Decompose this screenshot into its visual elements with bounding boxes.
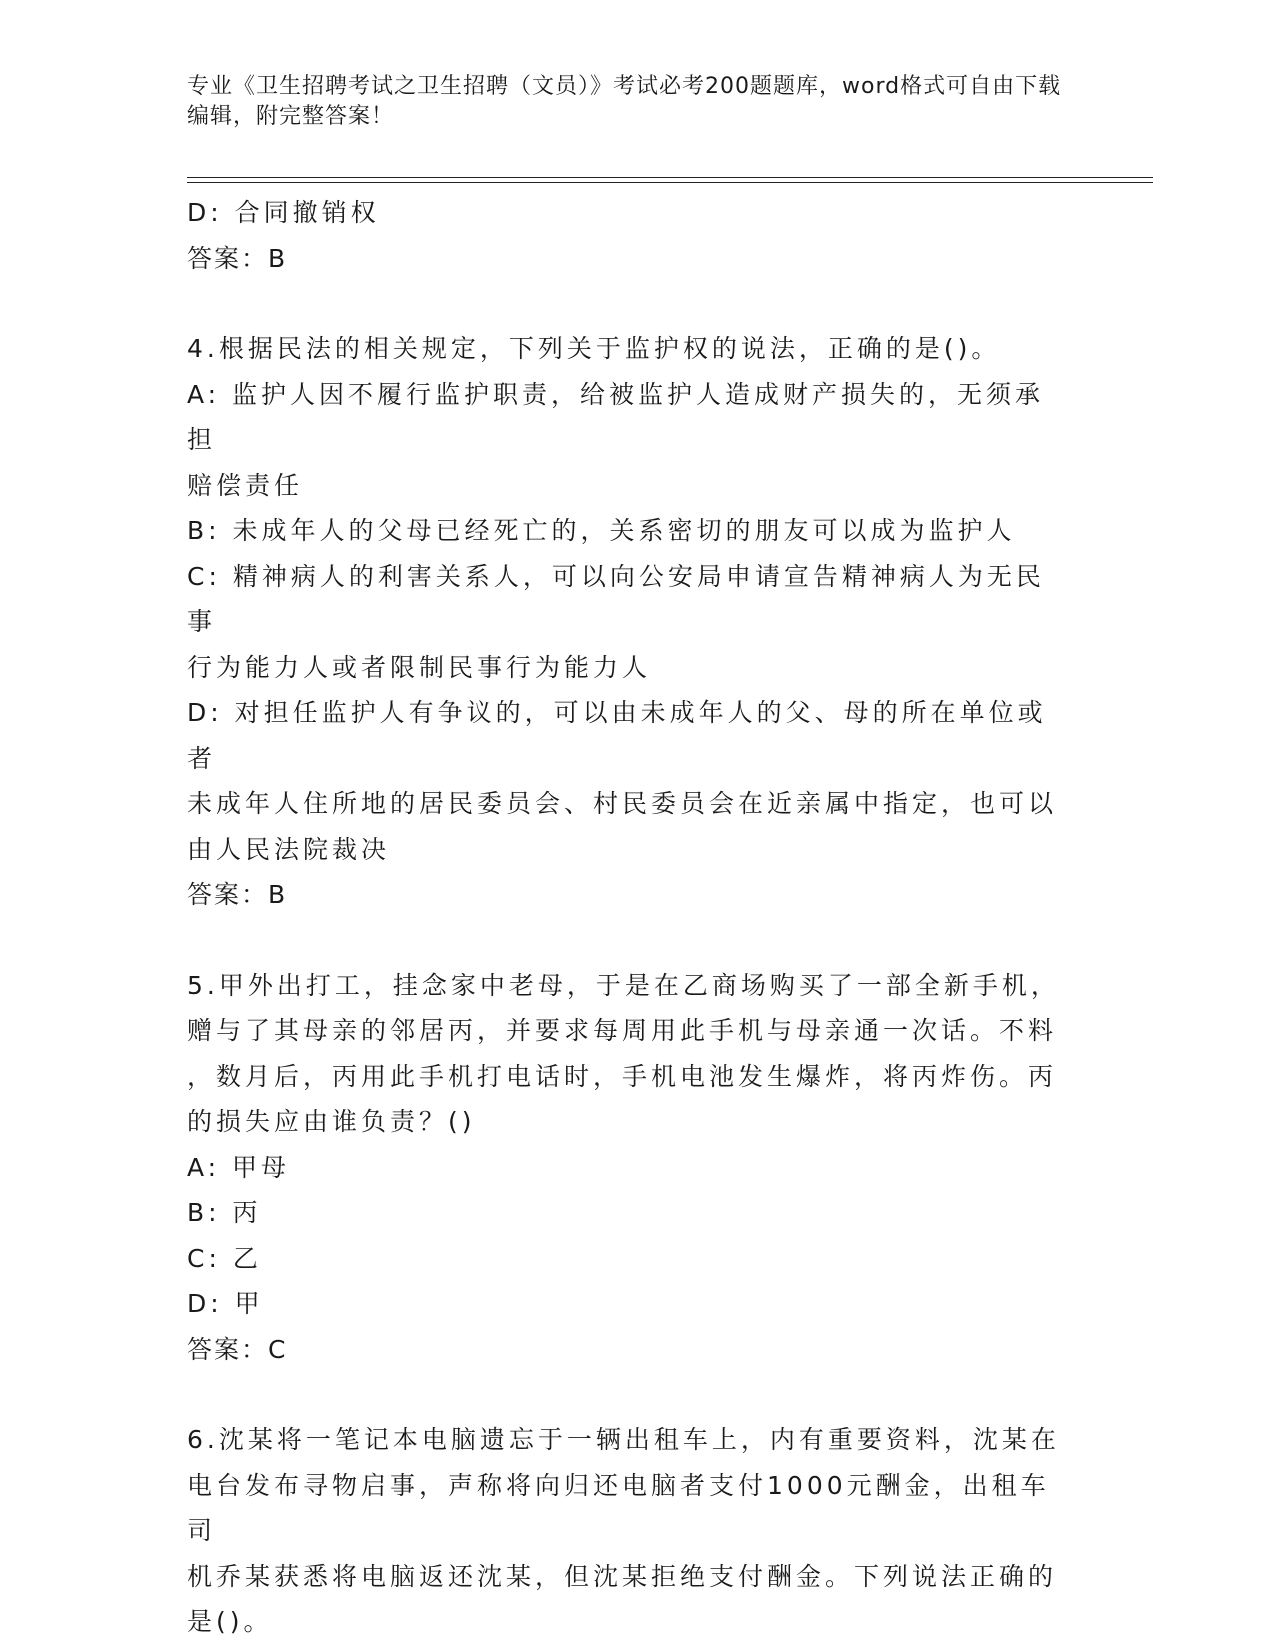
question-6 <box>187 1417 1067 1645</box>
spacer <box>187 281 1067 326</box>
header-title: 专业《卫生招聘考试之卫生招聘（文员）》考试必考200题题库，word格式可自由下载编辑，附完整答案！ <box>187 74 1062 129</box>
header-divider-top <box>187 177 1153 178</box>
question-4 <box>187 326 1067 918</box>
question-stem-continued: 的损失应由谁负责？() <box>187 1107 476 1136</box>
option-c: C: 乙 <box>187 1243 262 1273</box>
document-body <box>187 190 1067 1645</box>
option-d: D: 甲 <box>187 1289 264 1318</box>
option-c: C: 精神病人的利害关系人，可以向公安局申请宣告精神病人为无民事 <box>187 561 1045 636</box>
question-stem: 5.甲外出打工，挂念家中老母，于是在乙商场购买了一部全新手机， <box>187 970 1060 1000</box>
previous-question-tail <box>187 190 1067 281</box>
spacer <box>187 918 1067 963</box>
option-d-continued: 未成年人住所地的居民委员会、村民委员会在近亲属中指定，也可以 <box>187 789 1058 818</box>
answer-line: 答案：B <box>187 880 288 909</box>
option-d: D: 合同撤销权 <box>187 198 380 227</box>
option-a-continued: 赔偿责任 <box>187 470 304 500</box>
option-b: B: 丙 <box>187 1198 262 1227</box>
option-a: A: 甲母 <box>187 1152 291 1182</box>
question-stem-continued: 电台发布寻物启事，声称将向归还电脑者支付1000元酬金，出租车司 <box>187 1470 1050 1545</box>
answer-line: 答案：B <box>187 243 288 273</box>
page-header <box>187 72 1067 132</box>
option-a: A: 监护人因不履行监护职责，给被监护人造成财产损失的，无须承担 <box>187 379 1045 454</box>
question-stem-continued: 机乔某获悉将电脑返还沈某，但沈某拒绝支付酬金。下列说法正确的 <box>187 1561 1058 1591</box>
question-stem-continued: ，数月后，丙用此手机打电话时，手机电池发生爆炸，将丙炸伤。丙 <box>187 1061 1058 1091</box>
option-d-continued: 由人民法院裁决 <box>187 834 391 864</box>
question-5 <box>187 963 1067 1373</box>
question-stem-continued: 是()。 <box>187 1607 273 1636</box>
spacer <box>187 1372 1067 1417</box>
option-d: D: 对担任监护人有争议的，可以由未成年人的父、母的所在单位或者 <box>187 698 1047 773</box>
option-b: B: 未成年人的父母已经死亡的，关系密切的朋友可以成为监护人 <box>187 516 1016 545</box>
option-c-continued: 行为能力人或者限制民事行为能力人 <box>187 652 652 682</box>
question-stem: 6.沈某将一笔记本电脑遗忘于一辆出租车上，内有重要资料，沈某在 <box>187 1425 1060 1454</box>
answer-line: 答案：C <box>187 1334 288 1364</box>
question-stem: 4.根据民法的相关规定，下列关于监护权的说法，正确的是()。 <box>187 334 1001 363</box>
header-divider-bottom <box>187 182 1153 183</box>
question-stem-continued: 赠与了其母亲的邻居丙，并要求每周用此手机与母亲通一次话。不料 <box>187 1016 1058 1045</box>
